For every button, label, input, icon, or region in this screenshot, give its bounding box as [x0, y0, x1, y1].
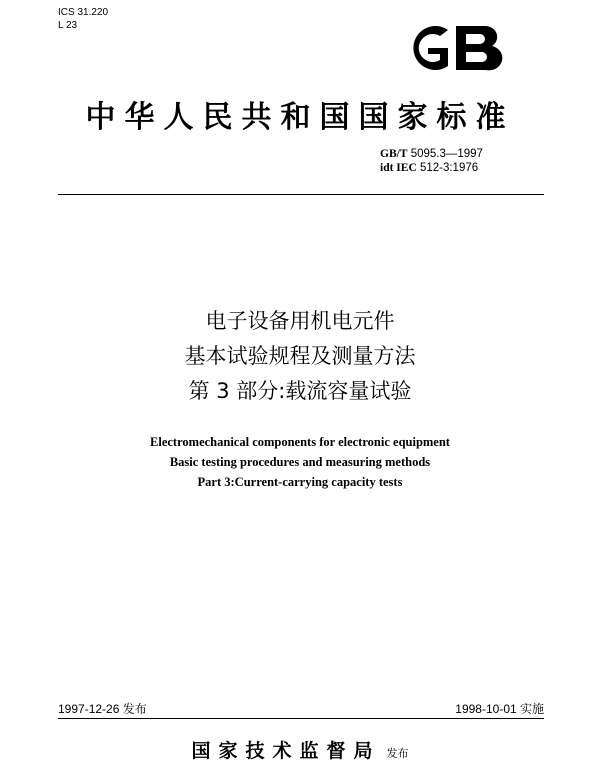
gb-logo-icon — [396, 20, 510, 76]
national-standard-title: 中华人民共和国国家标准 — [85, 100, 515, 135]
standard-number-line — [380, 147, 483, 161]
title-cn-line-2: 基本试验规程及测量方法 — [184, 344, 416, 368]
ccs-code: L 23 — [58, 20, 78, 31]
issuer — [0, 736, 600, 763]
standard-numbers — [380, 147, 483, 175]
title-en-line-1: Electromechanical components for electronic equipment — [150, 435, 450, 449]
idt-line — [380, 161, 483, 175]
standard-number: 5095.3—1997 — [410, 148, 483, 160]
top-divider — [58, 194, 544, 195]
title-cn-line-3: 第 3 部分:载流容量试验 — [188, 379, 412, 403]
bottom-divider — [58, 718, 544, 719]
issue-date: 1997-12-26 发布 — [58, 702, 147, 716]
title-en-line-2: Basic testing procedures and measuring methods — [169, 455, 431, 469]
ics-classification — [58, 6, 108, 32]
idt-number: 512-3:1976 — [419, 162, 479, 174]
idt-prefix: idt IEC — [380, 162, 417, 174]
issuer-org: 国家技术监督局 — [191, 740, 381, 762]
issuer-publish-label: 发布 — [386, 747, 409, 760]
title-en-line-3: Part 3:Current-carrying capacity tests — [197, 475, 403, 489]
standard-number-prefix: GB/T — [380, 148, 408, 160]
ics-code: ICS 31.220 — [58, 7, 109, 18]
implementation-date: 1998-10-01 实施 — [455, 702, 544, 716]
title-cn-line-1: 电子设备用机电元件 — [205, 309, 395, 333]
